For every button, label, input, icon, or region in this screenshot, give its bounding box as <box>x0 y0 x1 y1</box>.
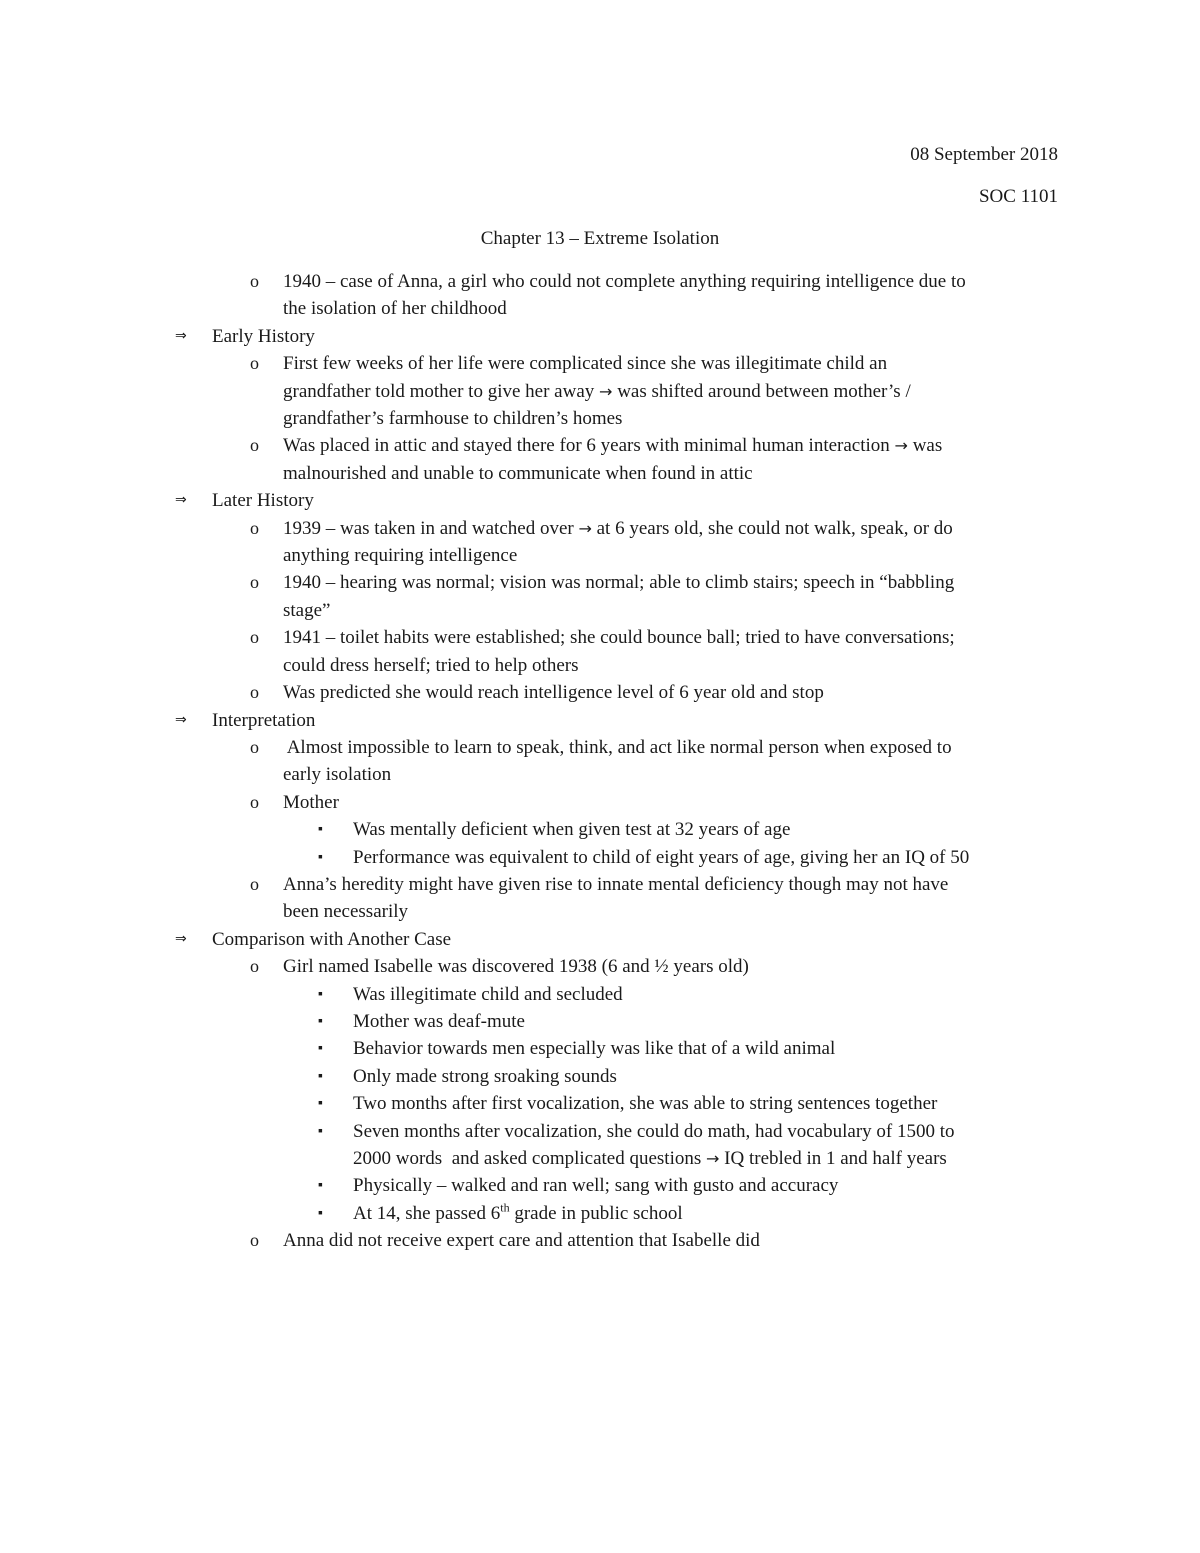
sub-list-item: ▪ At 14, she passed 6th grade in public school <box>175 1200 1065 1227</box>
list-item-continuation: been necessarily <box>283 901 409 923</box>
course-code: SOC 1101 <box>978 186 1058 207</box>
circle-bullet: o <box>250 873 259 894</box>
circle-bullet: o <box>250 353 259 374</box>
circle-bullet: o <box>250 517 259 538</box>
square-bullet: ▪ <box>318 1178 323 1194</box>
sub-list-item-continuation: 2000 words and asked complicated questions → IQ trebled in 1 and half years <box>353 1148 947 1169</box>
right-arrow-icon: → <box>894 436 908 456</box>
square-bullet: ▪ <box>318 1096 323 1112</box>
double-arrow-icon: ⇒ <box>175 492 187 509</box>
sub-list-item: ▪ Two months after first vocalization, she was able to string sentences together <box>175 1090 1065 1117</box>
sub-list-item: ▪ Seven months after vocalization, she could do math, had vocabulary of 1500 to <box>175 1118 1065 1145</box>
double-arrow-icon: ⇒ <box>175 327 187 344</box>
section-heading-early-history: ⇒ Early History <box>175 323 1065 350</box>
circle-bullet: o <box>250 682 259 703</box>
list-item: o 1941 – toilet habits were established; she could bounce ball; tried to have conversations; <box>175 624 1065 651</box>
list-item-continuation: early isolation <box>283 764 392 786</box>
square-bullet: ▪ <box>318 1041 323 1057</box>
right-arrow-icon: → <box>706 1149 720 1168</box>
list-item-continuation: stage” <box>283 599 331 621</box>
circle-bullet: o <box>250 956 259 977</box>
document-title: Chapter 13 – Extreme Isolation <box>480 228 720 249</box>
list-item-continuation: grandfather told mother to give her away → was shifted around between mother’s / <box>283 380 911 402</box>
sub-list-item: ▪ Mother was deaf-mute <box>175 1008 1065 1035</box>
list-item: o Mother <box>175 789 1065 816</box>
list-item: o Anna’s heredity might have given rise to innate mental deficiency though may not have <box>175 871 1065 898</box>
circle-bullet: o <box>250 627 259 648</box>
list-item: o Was predicted she would reach intelligence level of 6 year old and stop <box>175 679 1065 706</box>
list-item: o First few weeks of her life were complicated since she was illegitimate child an <box>175 350 1065 377</box>
sub-list-item: ▪ Was illegitimate child and secluded <box>175 981 1065 1008</box>
circle-bullet: o <box>250 572 259 593</box>
square-bullet: ▪ <box>318 1205 323 1221</box>
document-date: 08 September 2018 <box>910 144 1058 165</box>
list-item: o 1939 – was taken in and watched over → at 6 years old, she could not walk, speak, or do <box>175 515 1065 542</box>
list-item: o 1940 – case of Anna, a girl who could not complete anything requiring intelligence due to <box>175 268 1065 295</box>
circle-bullet: o <box>250 435 259 456</box>
section-heading-later-history: ⇒ Later History <box>175 487 1065 514</box>
list-item-continuation: grandfather’s farmhouse to children’s homes <box>283 408 623 430</box>
list-item: o Almost impossible to learn to speak, think, and act like normal person when exposed to <box>175 734 1065 761</box>
list-item: o Girl named Isabelle was discovered 1938 (6 and ½ years old) <box>175 953 1065 980</box>
list-item-continuation: anything requiring intelligence <box>283 545 518 567</box>
square-bullet: ▪ <box>318 1013 323 1029</box>
circle-bullet: o <box>250 1230 259 1251</box>
section-heading-comparison: ⇒ Comparison with Another Case <box>175 926 1065 953</box>
sub-list-item: ▪ Performance was equivalent to child of eight years of age, giving her an IQ of 50 <box>175 844 1065 871</box>
sub-list-item: ▪ Behavior towards men especially was like that of a wild animal <box>175 1035 1065 1062</box>
square-bullet: ▪ <box>318 1068 323 1084</box>
list-item-continuation: malnourished and unable to communicate when found in attic <box>283 462 753 484</box>
section-heading-interpretation: ⇒ Interpretation <box>175 707 1065 734</box>
list-item: o 1940 – hearing was normal; vision was normal; able to climb stairs; speech in “babbling <box>175 569 1065 596</box>
square-bullet: ▪ <box>318 1123 323 1139</box>
right-arrow-icon: → <box>599 381 613 401</box>
right-arrow-icon: → <box>578 518 592 538</box>
circle-bullet: o <box>250 736 259 757</box>
circle-bullet: o <box>250 791 259 812</box>
square-bullet: ▪ <box>318 849 323 865</box>
double-arrow-icon: ⇒ <box>175 711 187 728</box>
sub-list-item: ▪ Was mentally deficient when given test at 32 years of age <box>175 816 1065 843</box>
list-item-continuation: the isolation of her childhood <box>283 298 507 320</box>
list-item: o Anna did not receive expert care and attention that Isabelle did <box>175 1227 1065 1254</box>
list-item-continuation: could dress herself; tried to help others <box>283 654 579 676</box>
double-arrow-icon: ⇒ <box>175 930 187 947</box>
list-item: o Was placed in attic and stayed there for 6 years with minimal human interaction → was <box>175 432 1065 459</box>
square-bullet: ▪ <box>318 986 323 1002</box>
circle-bullet: o <box>250 271 259 291</box>
square-bullet: ▪ <box>318 822 323 838</box>
notes-outline <box>175 268 1065 1255</box>
sub-list-item: ▪ Only made strong sroaking sounds <box>175 1063 1065 1090</box>
sub-list-item: ▪ Physically – walked and ran well; sang with gusto and accuracy <box>175 1172 1065 1199</box>
